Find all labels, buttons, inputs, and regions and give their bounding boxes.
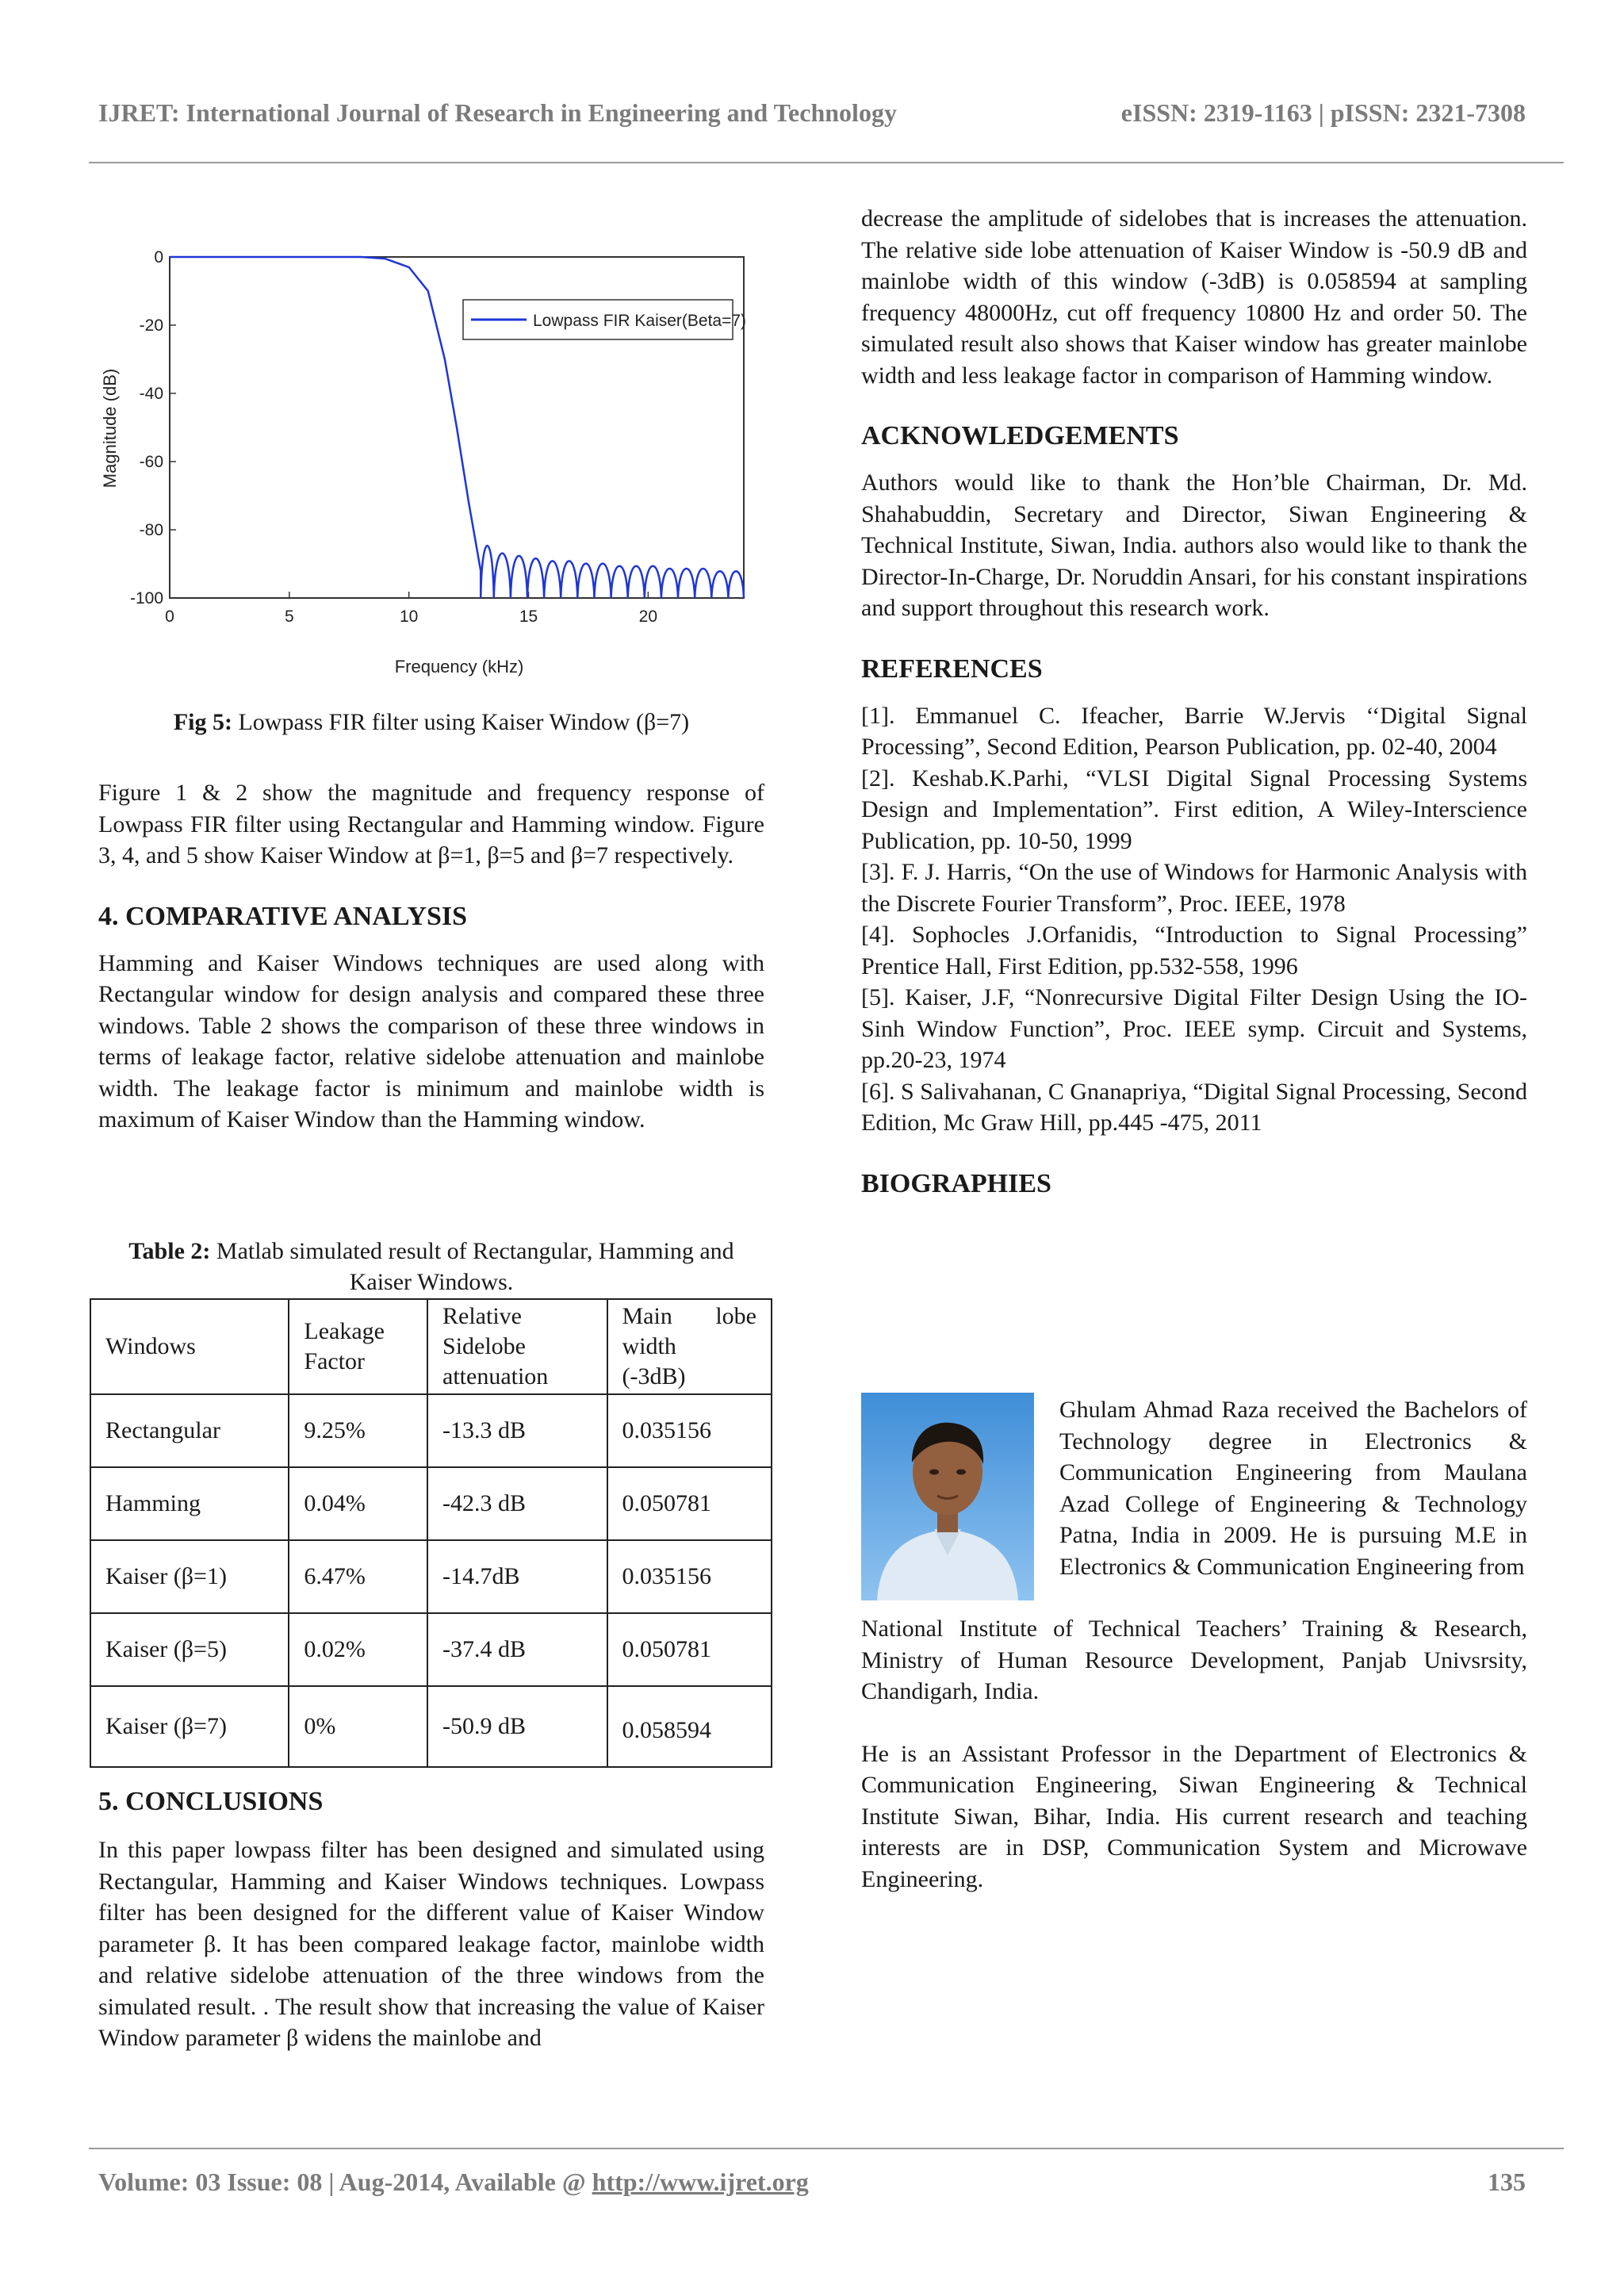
table-row — [90, 1467, 772, 1540]
reference-item: [1]. Emmanuel C. Ifeacher, Barrie W.Jervis ‘‘Digital Signal Processing”, Second Edition, Pearson Publication, pp. 02-40, 2004 — [861, 702, 1527, 760]
header-cell: Main lobe width (-3dB) — [607, 1299, 772, 1394]
table-cell: 0.058594 — [607, 1686, 772, 1767]
eye-left — [929, 1470, 939, 1475]
table-cell: 0.050781 — [607, 1467, 772, 1540]
table-cell: Kaiser (β=1) — [90, 1540, 289, 1613]
table-cell: -37.4 dB — [427, 1613, 607, 1686]
x-tick-label: 0 — [165, 608, 174, 626]
table-cell: 0% — [289, 1686, 427, 1767]
table-cell: 0.04% — [289, 1467, 427, 1540]
table-cell: 0.02% — [289, 1613, 427, 1686]
references-heading: REFERENCES — [861, 654, 1043, 684]
biographies-heading: BIOGRAPHIES — [861, 1168, 1051, 1198]
biography-paragraph-2: He is an Assistant Professor in the Department of Electronics & Communication Engineering, Siwan Engineering & Technical Institute Siwan, Bihar, India. His current research and teaching interests are in DSP, Communication System and Microwave Engineering. — [861, 1740, 1527, 1892]
conclusions-block — [98, 1786, 764, 2054]
y-tick-label: 0 — [154, 248, 163, 266]
table-row — [90, 1686, 772, 1767]
reference-item: [2]. Keshab.K.Parhi, “VLSI Digital Signal Processing Systems Design and Implementation”. First edition, A Wiley-Interscience Publication, pp. 10-50, 1999 — [861, 765, 1527, 854]
acknowledgements-paragraph: Authors would like to thank the Hon’ble Chairman, Dr. Md. Shahabuddin, Secretary and Director, Siwan Engineering & Technical Institute, Siwan, India. authors also would like to thank the Director-In-Charge, Dr. Noruddin Ansari, for his constant inspirations and support throughout this research work. — [861, 470, 1527, 621]
y-axis-label: Magnitude (dB) — [100, 368, 120, 489]
x-tick-label: 5 — [284, 608, 294, 626]
section-4-paragraph: Hamming and Kaiser Windows techniques are used along with Rectangular window for design analysis and compared these three windows. Table 2 shows the comparison of these three windows in terms of leakage factor, relative sidelobe attenuation and mainlobe width. The leakage factor is minimum and mainlobe width is maximum of Kaiser Window than the Hamming window. — [98, 949, 764, 1133]
table-cell: 6.47% — [289, 1540, 427, 1613]
figure-5-chart — [98, 238, 764, 686]
reference-item: [6]. S Salivahanan, C Gnanapriya, “Digital Signal Processing, Second Edition, Mc Graw Hill, pp.445 -475, 2011 — [861, 1078, 1527, 1136]
table-cell: Kaiser (β=7) — [90, 1686, 289, 1767]
journal-title: IJRET: International Journal of Research in Engineering and Technology — [98, 98, 897, 127]
biography-wrapped-text: Ghulam Ahmad Raza received the Bachelors of Technology degree in Electronics & Communication Engineering from Maulana Azad College of Engineering & Technology Patna, India in 2009. He is pursuing M.E in Electronics & Communication Engineering from — [1059, 1397, 1527, 1580]
continued-paragraph: decrease the amplitude of sidelobes that is increases the attenuation. The relative side lobe attenuation of Kaiser Window is -50.9 dB and mainlobe width of this window (-3dB) is 0.058594 at sampling frequency 48000Hz, cut off frequency 10800 Hz and order 50. The simulated result also shows that Kaiser window has greater mainlobe width and less leakage factor in comparison of Hamming window. — [861, 205, 1527, 389]
eye-right — [956, 1470, 966, 1475]
issn-info: eISSN: 2319-1163 | pISSN: 2321-7308 — [1120, 98, 1526, 127]
section-5-heading: 5. CONCLUSIONS — [98, 1787, 324, 1816]
biography-paragraph-1-end: National Institute of Technical Teachers’ Training & Research, Ministry of Human Resource Development, Panjab Univsrsity, Chandigarh, India. — [861, 1616, 1527, 1704]
reference-item: [4]. Sophocles J.Orfanidis, “Introduction to Signal Processing” Prentice Hall, First Edition, pp.532-558, 1996 — [861, 922, 1527, 979]
biography-continued — [861, 1613, 1527, 1895]
y-tick-label: -40 — [139, 385, 163, 403]
chart-legend — [463, 300, 746, 339]
right-column-body — [861, 203, 1527, 1200]
legend-label: Lowpass FIR Kaiser(Beta=7) — [533, 312, 747, 330]
table-cell: Kaiser (β=5) — [90, 1613, 289, 1686]
table-caption: Table 2: Matlab simulated result of Rectangular, Hamming and Kaiser Windows. — [128, 1238, 734, 1295]
y-tick-label: -20 — [139, 316, 163, 335]
section-4-heading: 4. COMPARATIVE ANALYSIS — [98, 901, 468, 931]
x-tick-label: 20 — [638, 608, 658, 626]
footer-volume-info: Volume: 03 Issue: 08 | Aug-2014, Available @ — [98, 2168, 592, 2196]
acknowledgements-heading: ACKNOWLEDGEMENTS — [861, 421, 1179, 450]
figure-caption: Fig 5: Lowpass FIR filter using Kaiser Window (β=7) — [173, 709, 690, 735]
left-column-body — [98, 777, 764, 1136]
author-photo — [861, 1393, 1034, 1600]
figure-discussion-paragraph: Figure 1 & 2 show the magnitude and frequency response of Lowpass FIR filter using Rectangular and Hamming window. Figure 3, 4, and 5 show Kaiser Window at β=1, β=5 and β=7 respectively. — [98, 780, 764, 868]
table-cell: 0.035156 — [607, 1540, 772, 1613]
table-cell: -50.9 dB — [427, 1686, 607, 1767]
running-header — [98, 98, 1526, 135]
header-cell: Leakage Factor — [289, 1299, 427, 1394]
table-cell: -14.7dB — [427, 1540, 607, 1613]
table-cell: Hamming — [90, 1467, 289, 1540]
journal-website-link[interactable]: http://www.ijret.org — [592, 2168, 809, 2196]
comparison-table — [90, 1298, 772, 1768]
table-row — [90, 1613, 772, 1686]
table-cell: Rectangular — [90, 1394, 289, 1467]
x-tick-label: 10 — [399, 608, 419, 626]
table-cell: 9.25% — [289, 1394, 427, 1467]
footer-rule — [89, 2148, 1564, 2149]
y-tick-label: -80 — [139, 521, 163, 539]
conclusions-paragraph: In this paper lowpass filter has been designed and simulated using Rectangular, Hamming and Kaiser Windows techniques. Lowpass filter has been designed for the different value of Kaiser Window parameter β. It has been compared leakage factor, mainlobe width and relative sidelobe attenuation of the three windows from the simulated result. . The result show that increasing the value of Kaiser Window parameter β widens the mainlobe and — [98, 1837, 764, 2051]
table-cell: 0.050781 — [607, 1613, 772, 1686]
header-rule — [89, 162, 1564, 163]
x-axis-label: Frequency (kHz) — [394, 657, 524, 677]
y-tick-label: -60 — [139, 453, 163, 471]
x-tick-label: 15 — [519, 608, 538, 626]
page-footer — [98, 2168, 1526, 2197]
page-number: 135 — [1488, 2168, 1526, 2196]
reference-list — [861, 700, 1527, 1139]
table-cell: -42.3 dB — [427, 1467, 607, 1540]
header-cell: Windows — [90, 1299, 289, 1394]
table-row — [90, 1540, 772, 1613]
table-row — [90, 1394, 772, 1467]
table-cell: -13.3 dB — [427, 1394, 607, 1467]
reference-item: [3]. F. J. Harris, “On the use of Windows for Harmonic Analysis with the Discrete Fourier Transform”, Proc. IEEE, 1978 — [861, 859, 1527, 917]
table-cell: 0.035156 — [607, 1394, 772, 1467]
header-cell: Relative Sidelobe attenuation — [427, 1299, 607, 1394]
reference-item: [5]. Kaiser, J.F, “Nonrecursive Digital Filter Design Using the IO-Sinh Window Function”, Proc. IEEE symp. Circuit and Systems, pp.20-23, 1974 — [861, 984, 1527, 1073]
y-tick-label: -100 — [129, 589, 163, 608]
table-header-row — [90, 1299, 772, 1394]
